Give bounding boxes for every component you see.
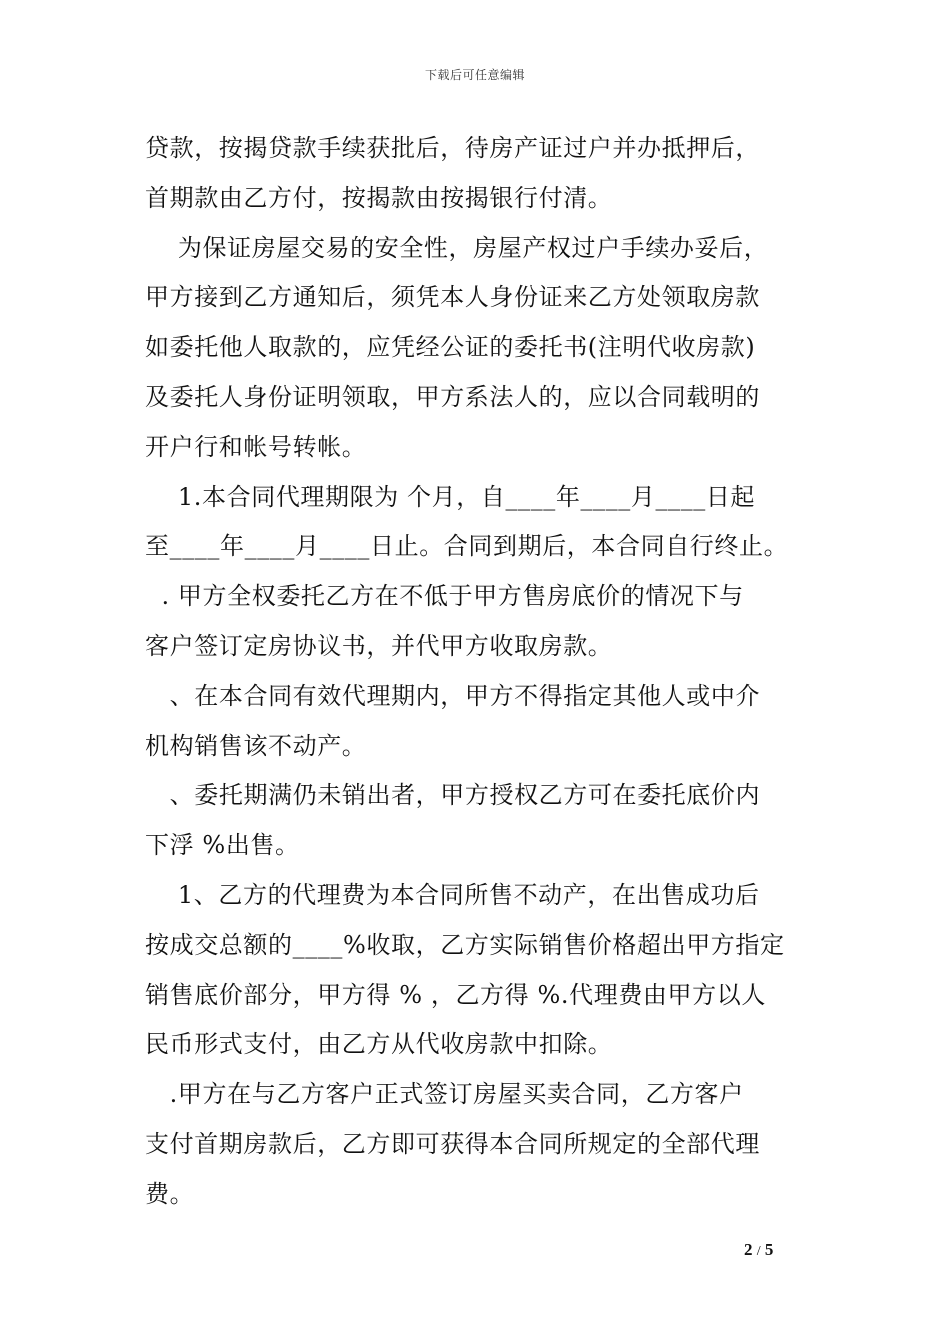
text-line: 为保证房屋交易的安全性，房屋产权过户手续办妥后， xyxy=(145,233,769,262)
page-separator: / xyxy=(756,1244,761,1259)
current-page: 2 xyxy=(744,1240,753,1259)
text-line: 销售底价部分，甲方得 % ，乙方得 %.代理费由甲方以人 xyxy=(145,980,766,1009)
page-number xyxy=(744,1240,773,1260)
text-line: 首期款由乙方付，按揭款由按揭银行付清。 xyxy=(145,183,613,212)
text-line: 如委托他人取款的，应凭经公证的委托书(注明代收房款) xyxy=(145,333,756,362)
text-line: 下浮 %出售。 xyxy=(145,831,300,860)
text-line: 客户签订定房协议书，并代甲方收取房款。 xyxy=(145,631,613,660)
text-line: 费。 xyxy=(145,1179,195,1208)
text-line: 开户行和帐号转帐。 xyxy=(145,432,367,461)
text-line: 及委托人身份证明领取，甲方系法人的，应以合同载明的 xyxy=(145,382,760,411)
total-pages: 5 xyxy=(764,1240,774,1259)
page-header: 下载后可任意编辑 xyxy=(424,68,525,82)
text-line: 支付首期房款后，乙方即可获得本合同所规定的全部代理 xyxy=(145,1129,760,1158)
text-line: 至____年____月____日止。合同到期后，本合同自行终止。 xyxy=(145,532,789,561)
text-line: 贷款，按揭贷款手续获批后，待房产证过户并办抵押后， xyxy=(145,134,760,162)
text-line: 机构销售该不动产。 xyxy=(145,731,367,760)
text-line: . 甲方全权委托乙方在不低于甲方售房底价的情况下与 xyxy=(145,582,744,611)
text-line: .甲方在与乙方客户正式签订房屋买卖合同，乙方客户 xyxy=(145,1080,744,1109)
text-line: 按成交总额的____%收取，乙方实际销售价格超出甲方指定 xyxy=(145,930,785,959)
text-line: 1.本合同代理期限为 个月，自____年____月____日起 xyxy=(145,482,756,511)
text-line: 、委托期满仍未销出者，甲方授权乙方可在委托底价内 xyxy=(145,781,761,810)
text-line: 1、乙方的代理费为本合同所售不动产，在出售成功后 xyxy=(145,880,760,909)
document-body xyxy=(145,124,810,1220)
text-line: 甲方接到乙方通知后，须凭本人身份证来乙方处领取房款 xyxy=(145,283,760,312)
text-line: 、在本合同有效代理期内，甲方不得指定其他人或中介 xyxy=(145,681,761,710)
text-line: 民币形式支付，由乙方从代收房款中扣除。 xyxy=(145,1030,613,1059)
